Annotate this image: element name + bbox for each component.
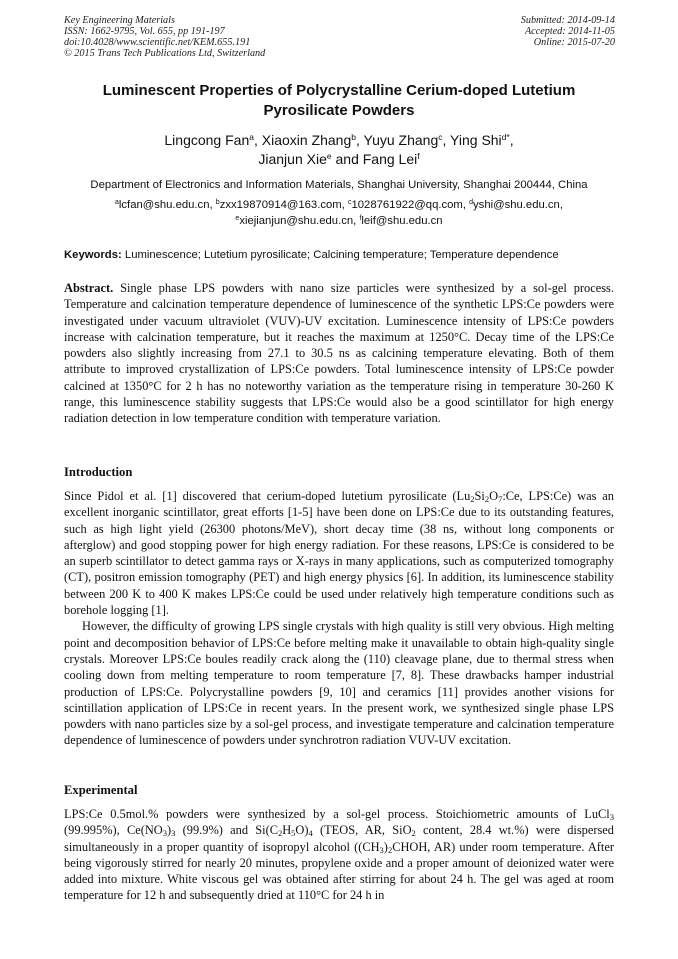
journal-name: Key Engineering Materials: [64, 15, 175, 26]
intro-paragraph-2: However, the difficulty of growing LPS single crystals with high quality is still very obvious. High melting point and decomposition behavior of LPS:Ce before melting make it unavailable to obtain high-quality single crystals. Moreover LPS:Ce boules readily crack along the (110) cleavage plane, due to thermal stress when cooling down from melting temperature to room temperature [7, 8]. These drawbacks hamper industrial production of LPS:Ce. Polycrystalline powders [9, 10] and ceramics [11] provides another visions for scintillation application of LPS:Ce in recent years. In the present work, we synthesized single phase LPS powders with nano particles size by a sol-gel process, and investigate temperature and calcination temperature dependence of luminescence of powders under synchrotron radiation VUV-UV excitation.: [64, 619, 614, 748]
email-list: $^a$lcfan@shu.edu.cn, $^b$zxx19870914@163.com, $^c$1028761922@qq.com, $^d$yshi@shu.edu.cn, $^e$xiejianjun@shu.edu.cn, $^f$leif@shu.edu.cn: [114, 199, 563, 227]
author-name: Jianjun Xie: [258, 151, 327, 167]
journal-info: [64, 15, 265, 59]
keywords: [64, 248, 614, 262]
submitted-date: Submitted: 2014-09-14: [520, 15, 615, 26]
copyright-line: © 2015 Trans Tech Publications Ltd, Switzerland: [64, 48, 266, 59]
email-link[interactable]: lcfan@shu.edu.cn: [118, 199, 210, 211]
experimental-heading: Experimental: [64, 783, 138, 797]
author-name: Lingcong Fan: [164, 132, 250, 148]
abstract: [64, 280, 614, 427]
author-name: Yuyu Zhang: [363, 132, 439, 148]
author-name: Xiaoxin Zhang: [261, 132, 352, 148]
intro-paragraph-1: Since Pidol et al. [1] discovered that cerium-doped lutetium pyrosilicate ($Lu_2Si_2O_7:Ce$, LPS:Ce) was an excellent inorganic scintillator, great efforts [1-5] have been done on LPS:Ce due to its outstanding features, such as high light yield (26300 photons/MeV), short decay time (38 ns, without long components or afterglow) and good stopping power for high energy radiation. For these reasons, LPS:Ce is considered to be an superb scintillator to detect gamma rays or X-rays in many applications, such as computerized tomography (CT), positron emission tomography (PET) and high energy physics [6]. In addition, its luminescence stability between 200 K to 400 K makes LPS:Ce could be used under relatively high temperature conditions such as borehole logging [1].: [64, 489, 614, 618]
submission-dates: [521, 15, 615, 48]
affiliation: Department of Electronics and Information Materials, Shanghai University, Shanghai 200444, China: [90, 179, 588, 191]
email-link[interactable]: xiejianjun@shu.edu.cn: [239, 215, 354, 227]
keywords-text: Luminescence; Lutetium pyrosilicate; Calcining temperature; Temperature dependence: [124, 249, 559, 261]
author-name: Fang Lei: [362, 151, 418, 167]
email-link[interactable]: yshi@shu.edu.cn: [473, 199, 560, 211]
email-link[interactable]: leif@shu.edu.cn: [361, 215, 443, 227]
introduction-body: [64, 488, 614, 749]
experimental-paragraph: LPS:Ce 0.5mol.% powders were synthesized by a sol-gel process. Stoichiometric amounts of LuCl$_3$ (99.995%), $Ce(NO_3)_3$ (99.9%) and $Si(C_2H_5O)_4$ (TEOS, AR, SiO$_2$ content, 28.4 wt.%) were dispersed simultaneously in a proper quantity of isopropyl alcohol ($(CH_3)_2CHOH$, AR) under room temperature. After being vigorously stirred for nearly 20 minutes, propylene oxide and a proper amount of deionized water were added into mixture. White viscous gel was obtained after stirring for about 24 h. The gel was aged at room temperature for 12 h and subsequently dried at 110°C for 24 h in: [64, 807, 614, 903]
paper-title: Luminescent Properties of Polycrystalline Cerium-doped Lutetium Pyrosilicate Powders: [102, 82, 576, 119]
abstract-text: Single phase LPS powders with nano size particles were synthesized by a sol-gel process. Temperature and calcination temperature dependence of luminescence of the synthetic LPS:Ce powders were investigated under vacuum ultraviolet (VUV)-UV excitation. Luminescence intensity of LPS:Ce powders increase with calcination temperature, but it reaches the maximum at 1250°C. Decay time of the LPS:Ce powders also slightly increasing from 27.1 to 30.5 ns as calcining temperature elevating. Both of them attribute to improved crystallization of LPS:Ce powders. Total luminescence intensity of LPS:Ce powder calcined at 1350°C for 2 h has no noteworthy variation as the temperature rising in temperature 30-260 K range, this luminescence stability suggests that LPS:Ce would also be a good scintillator for high energy radiation detection in low temperature condition with temperature variation.: [64, 281, 614, 426]
abstract-label: Abstract.: [64, 281, 114, 295]
doi-line[interactable]: doi:10.4028/www.scientific.net/KEM.655.191: [64, 37, 251, 48]
issn-line: ISSN: 1662-9795, Vol. 655, pp 191-197: [64, 26, 225, 37]
author-list: Lingcong Fan$^a$, Xiaoxin Zhang$^b$, Yuyu Zhang$^c$, Ying Shi$^{d*}$, Jianjun Xie$^e$ and Fang Lei$^f$: [164, 132, 514, 167]
experimental-body: [64, 806, 614, 904]
accepted-date: Accepted: 2014-11-05: [524, 26, 615, 37]
keywords-label: Keywords:: [64, 249, 122, 261]
online-date: Online: 2015-07-20: [533, 37, 615, 48]
email-link[interactable]: zxx19870914@163.com: [219, 199, 342, 211]
introduction-heading: Introduction: [64, 465, 133, 479]
email-link[interactable]: 1028761922@qq.com: [351, 199, 463, 211]
author-name: Ying Shi: [450, 132, 502, 148]
